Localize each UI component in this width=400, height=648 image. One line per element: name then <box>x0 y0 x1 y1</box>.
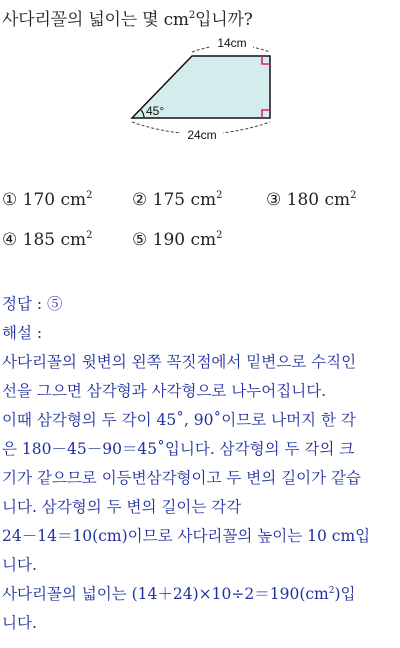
final-answer-exponent: 2 <box>328 586 335 596</box>
choice-3[interactable] <box>266 190 357 210</box>
final-answer-line <box>2 582 356 604</box>
final-answer-tail: )입 <box>334 585 356 603</box>
choice-exponent: 2 <box>350 190 357 201</box>
trapezoid-figure <box>120 34 290 150</box>
choice-4[interactable] <box>2 230 93 250</box>
bottom-length-label: 24cm <box>187 128 217 142</box>
choice-value: 170 cm <box>22 190 87 210</box>
question-tail: 입니까? <box>195 10 253 30</box>
explanation-line: 니다. <box>2 556 37 574</box>
choice-mark: ① <box>2 190 18 210</box>
choice-value: 185 cm <box>22 230 87 250</box>
explanation-line: 선을 그으면 삼각형과 사각형으로 나누어집니다. <box>2 382 327 400</box>
choice-exponent: 2 <box>216 230 223 241</box>
question-unit-exponent: 2 <box>188 10 196 21</box>
top-length-label: 14cm <box>217 36 247 50</box>
choice-mark: ⑤ <box>132 230 148 250</box>
explanation-line: 24－14＝10(cm)이므로 사다리꼴의 높이는 10 cm입 <box>2 527 371 545</box>
choice-2[interactable] <box>132 190 223 210</box>
question-main: 사다리꼴의 넓이는 몇 cm <box>2 10 189 30</box>
angle-label: 45° <box>146 104 165 118</box>
question-text <box>2 5 253 30</box>
choice-value: 180 cm <box>286 190 351 210</box>
choice-value: 190 cm <box>152 230 217 250</box>
final-answer-end: 니다. <box>2 614 37 632</box>
explanation-line: 사다리꼴의 윗변의 왼쪽 꼭짓점에서 밑변으로 수직인 <box>2 353 357 371</box>
final-answer-text: 사다리꼴의 넓이는 (14＋24)×10÷2＝190(cm <box>2 585 329 603</box>
choice-exponent: 2 <box>86 230 93 241</box>
answer-label: 정답 : ⑤ <box>2 295 63 313</box>
explanation-line: 니다. 삼각형의 두 변의 길이는 각각 <box>2 498 242 516</box>
choice-exponent: 2 <box>86 190 93 201</box>
explanation-line: 이때 삼각형의 두 각이 45˚, 90˚이므로 나머지 한 각 <box>2 411 356 429</box>
choice-mark: ③ <box>266 190 282 210</box>
choice-mark: ④ <box>2 230 18 250</box>
choice-value: 175 cm <box>152 190 217 210</box>
explanation-line: 기가 같으므로 이등변삼각형이고 두 변의 길이가 같습 <box>2 469 361 487</box>
choice-mark: ② <box>132 190 148 210</box>
choice-5[interactable] <box>132 230 223 250</box>
explanation-heading: 해설 : <box>2 324 43 342</box>
explanation-line: 은 180－45－90＝45˚입니다. 삼각형의 두 각의 크 <box>2 440 355 458</box>
choice-exponent: 2 <box>216 190 223 201</box>
choice-1[interactable] <box>2 190 93 210</box>
